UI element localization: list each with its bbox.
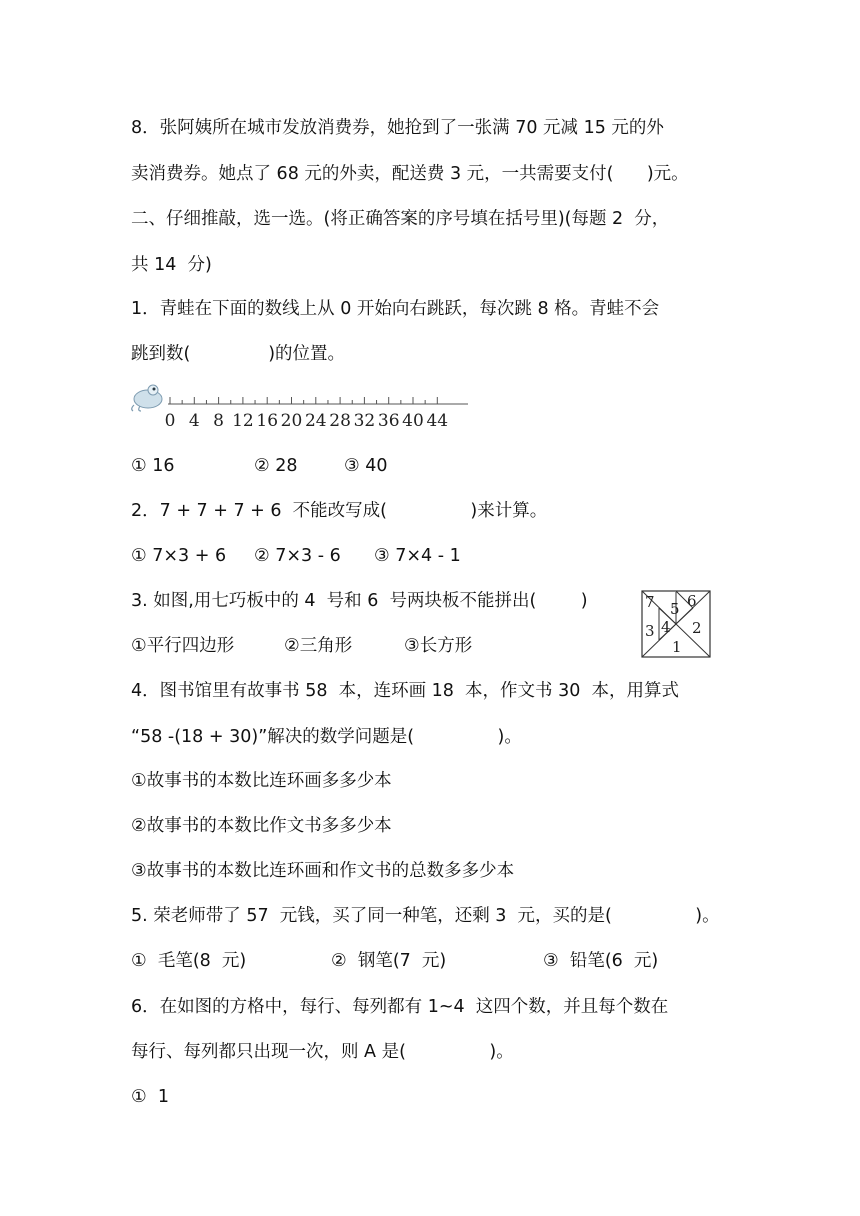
q6-line-1: 6．在如图的方格中，每行、每列都有 1~4 这四个数，并且每个数在 [131, 997, 669, 1017]
tangram-figure [641, 590, 711, 658]
number-line [128, 378, 478, 434]
tangram-label-1: 1 [672, 638, 682, 656]
q4-option-3: ③故事书的本数比连环画和作文书的总数多多少本 [131, 861, 515, 881]
number-line-label: 44 [426, 411, 449, 431]
section-two-heading-cont: 共 14 分) [131, 255, 212, 275]
number-line-label: 12 [232, 411, 254, 431]
q5-option-1: ① 毛笔(8 元) [131, 951, 247, 971]
q6-option-1: ① 1 [131, 1087, 169, 1107]
number-line-ticks [170, 397, 437, 404]
q3-option-3: ③长方形 [404, 636, 473, 656]
q8-line-1: 8．张阿姨所在城市发放消费券，她抢到了一张满 70 元减 15 元的外 [131, 118, 664, 138]
q2-option-3: ③ 7×4 - 1 [374, 546, 461, 566]
number-line-label: 24 [304, 411, 327, 431]
number-line-label: 36 [377, 411, 400, 431]
q2-option-2: ② 7×3 - 6 [254, 546, 341, 566]
tangram-label-6: 6 [687, 592, 697, 610]
q3-option-1: ①平行四边形 [131, 636, 235, 656]
q4-line-2: “58 -(18 + 30)”解决的数学问题是( )。 [131, 727, 522, 747]
q8-line-2: 卖消费券。她点了 68 元的外卖，配送费 3 元，一共需要支付( )元。 [131, 164, 689, 184]
number-line-label: 16 [256, 411, 279, 431]
number-line-label: 4 [188, 411, 200, 431]
q2-option-1: ① 7×3 + 6 [131, 546, 227, 566]
frog-icon [132, 385, 162, 411]
number-line-label: 32 [353, 411, 376, 431]
q1-option-1: ① 16 [131, 456, 175, 476]
q5-option-2: ② 钢笔(7 元) [331, 951, 447, 971]
tangram-label-5: 5 [670, 600, 680, 618]
tangram-label-4: 4 [661, 618, 671, 636]
tangram-label-3: 3 [645, 622, 655, 640]
q1-line-2: 跳到数( )的位置。 [131, 344, 346, 364]
q4-option-1: ①故事书的本数比连环画多多少本 [131, 771, 392, 791]
tangram-label-7: 7 [645, 593, 655, 611]
section-two-heading: 二、仔细推敲，选一选。(将正确答案的序号填在括号里)(每题 2 分， [131, 209, 670, 229]
q2-line: 2．7 + 7 + 7 + 6 不能改写成( )来计算。 [131, 501, 548, 521]
q1-line-1: 1．青蛙在下面的数线上从 0 开始向右跳跃，每次跳 8 格。青蛙不会 [131, 299, 660, 319]
q3-option-2: ②三角形 [284, 636, 353, 656]
q3-line: 3. 如图,用七巧板中的 4 号和 6 号两块板不能拼出( ) [131, 591, 588, 611]
q4-line-1: 4．图书馆里有故事书 58 本，连环画 18 本，作文书 30 本，用算式 [131, 681, 680, 701]
number-line-label: 0 [164, 411, 176, 431]
q6-line-2: 每行、每列都只出现一次，则 A 是( )。 [131, 1042, 514, 1062]
tangram-label-2: 2 [692, 619, 702, 637]
q5-line: 5. 荣老师带了 57 元钱，买了同一种笔，还剩 3 元，买的是( )。 [131, 906, 720, 926]
number-line-label: 40 [402, 411, 424, 431]
number-line-label: 8 [213, 411, 225, 431]
q5-option-3: ③ 铅笔(6 元) [543, 951, 659, 971]
q4-option-2: ②故事书的本数比作文书多多少本 [131, 816, 392, 836]
number-line-label: 28 [329, 411, 351, 431]
q1-option-3: ③ 40 [344, 456, 388, 476]
number-line-label: 20 [280, 411, 303, 431]
number-line-labels [165, 411, 449, 431]
q1-option-2: ② 28 [254, 456, 298, 476]
